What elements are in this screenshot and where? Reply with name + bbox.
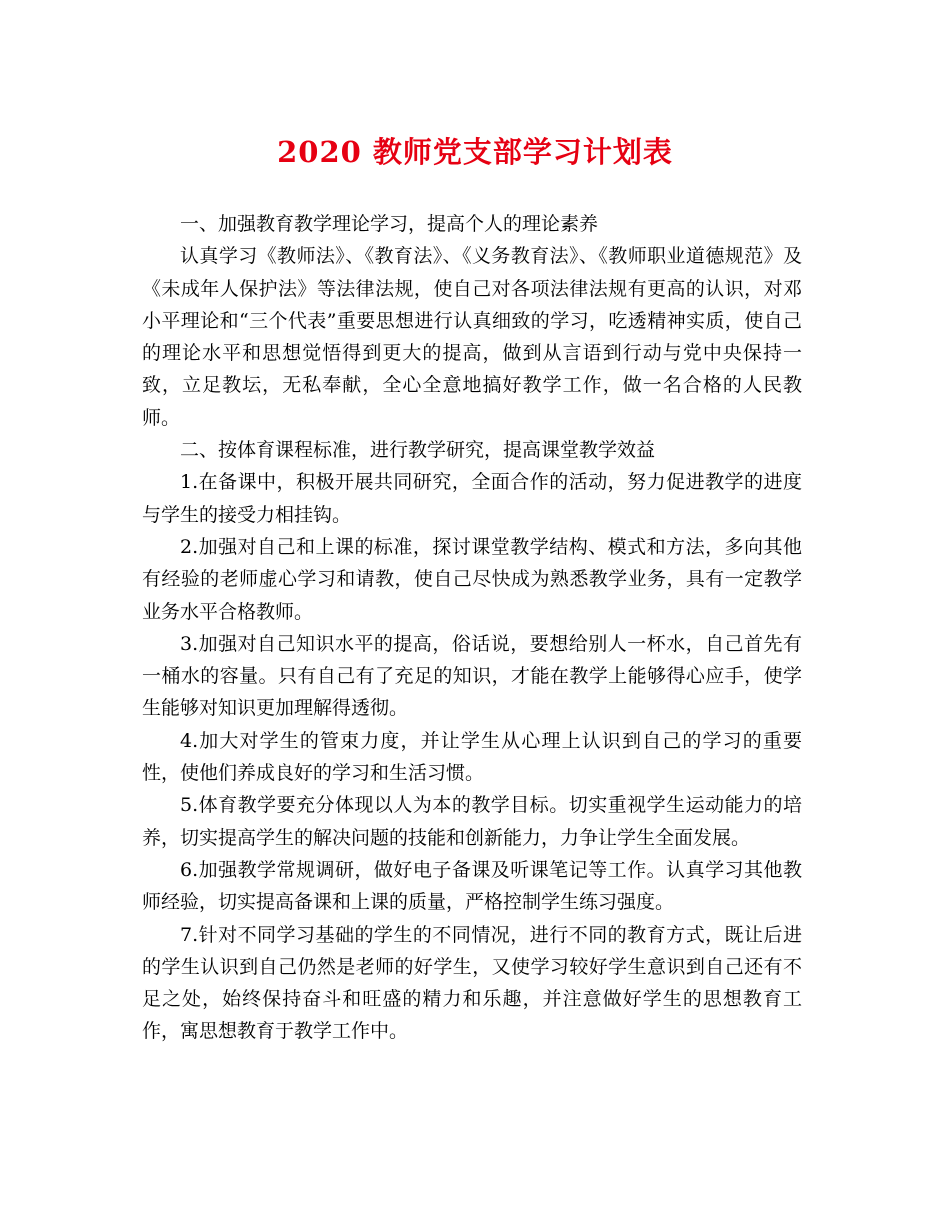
list-item-3: 3.加强对自己知识水平的提高，俗话说，要想给别人一杯水，自己首先有一桶水的容量。只有自己有了充足的知识，才能在教学上能够得心应手，使学生能够对知识更加理解得透彻。 [142,632,802,720]
list-item-6: 6.加强教学常规调研，做好电子备课及听课笔记等工作。认真学习其他教师经验，切实提高备课和上课的质量，严格控制学生练习强度。 [142,858,802,914]
section-heading-1: 一、加强教育教学理论学习，提高个人的理论素养 [180,213,599,235]
list-item-7: 7.针对不同学习基础的学生的不同情况，进行不同的教育方式，既让后进的学生认识到自己仍然是老师的好学生，又使学习较好学生意识到自己还有不足之处，始终保持奋斗和旺盛的精力和乐趣，并注意做好学生的思想教育工作，寓思想教育于教学工作中。 [142,923,802,1043]
list-item-2: 2.加强对自己和上课的标准，探讨课堂教学结构、模式和方法，多向其他有经验的老师虚心学习和请教，使自己尽快成为熟悉教学业务，具有一定教学业务水平合格教师。 [142,535,802,623]
paragraph-laws-study: 认真学习《教师法》、《教育法》、《义务教育法》、《教师职业道德规范》及《未成年人保护法》等法律法规，使自己对各项法律法规有更高的认识，对邓小平理论和“三个代表”重要思想进行认真细致的学习，吃透精神实质，使自己的理论水平和思想觉悟得到更大的提高，做到从言语到行动与党中央保持一致，立足教坛，无私奉献，全心全意地搞好教学工作，做一名合格的人民教师。 [142,245,802,429]
section-heading-2: 二、按体育课程标准，进行教学研究，提高课堂教学效益 [180,439,656,462]
list-item-5: 5.体育教学要充分体现以人为本的教学目标。切实重视学生运动能力的培养，切实提高学生的解决问题的技能和创新能力，力争让学生全面发展。 [142,794,802,849]
list-item-1: 1.在备课中，积极开展共同研究，全面合作的活动，努力促进教学的进度与学生的接受力相挂钩。 [142,471,802,526]
list-item-4: 4.加大对学生的管束力度，并让学生从心理上认识到自己的学习的重要性，使他们养成良好的学习和生活习惯。 [142,729,802,785]
page-title: 2020 教师党支部学习计划表 [277,135,673,169]
document-body [142,208,802,1048]
